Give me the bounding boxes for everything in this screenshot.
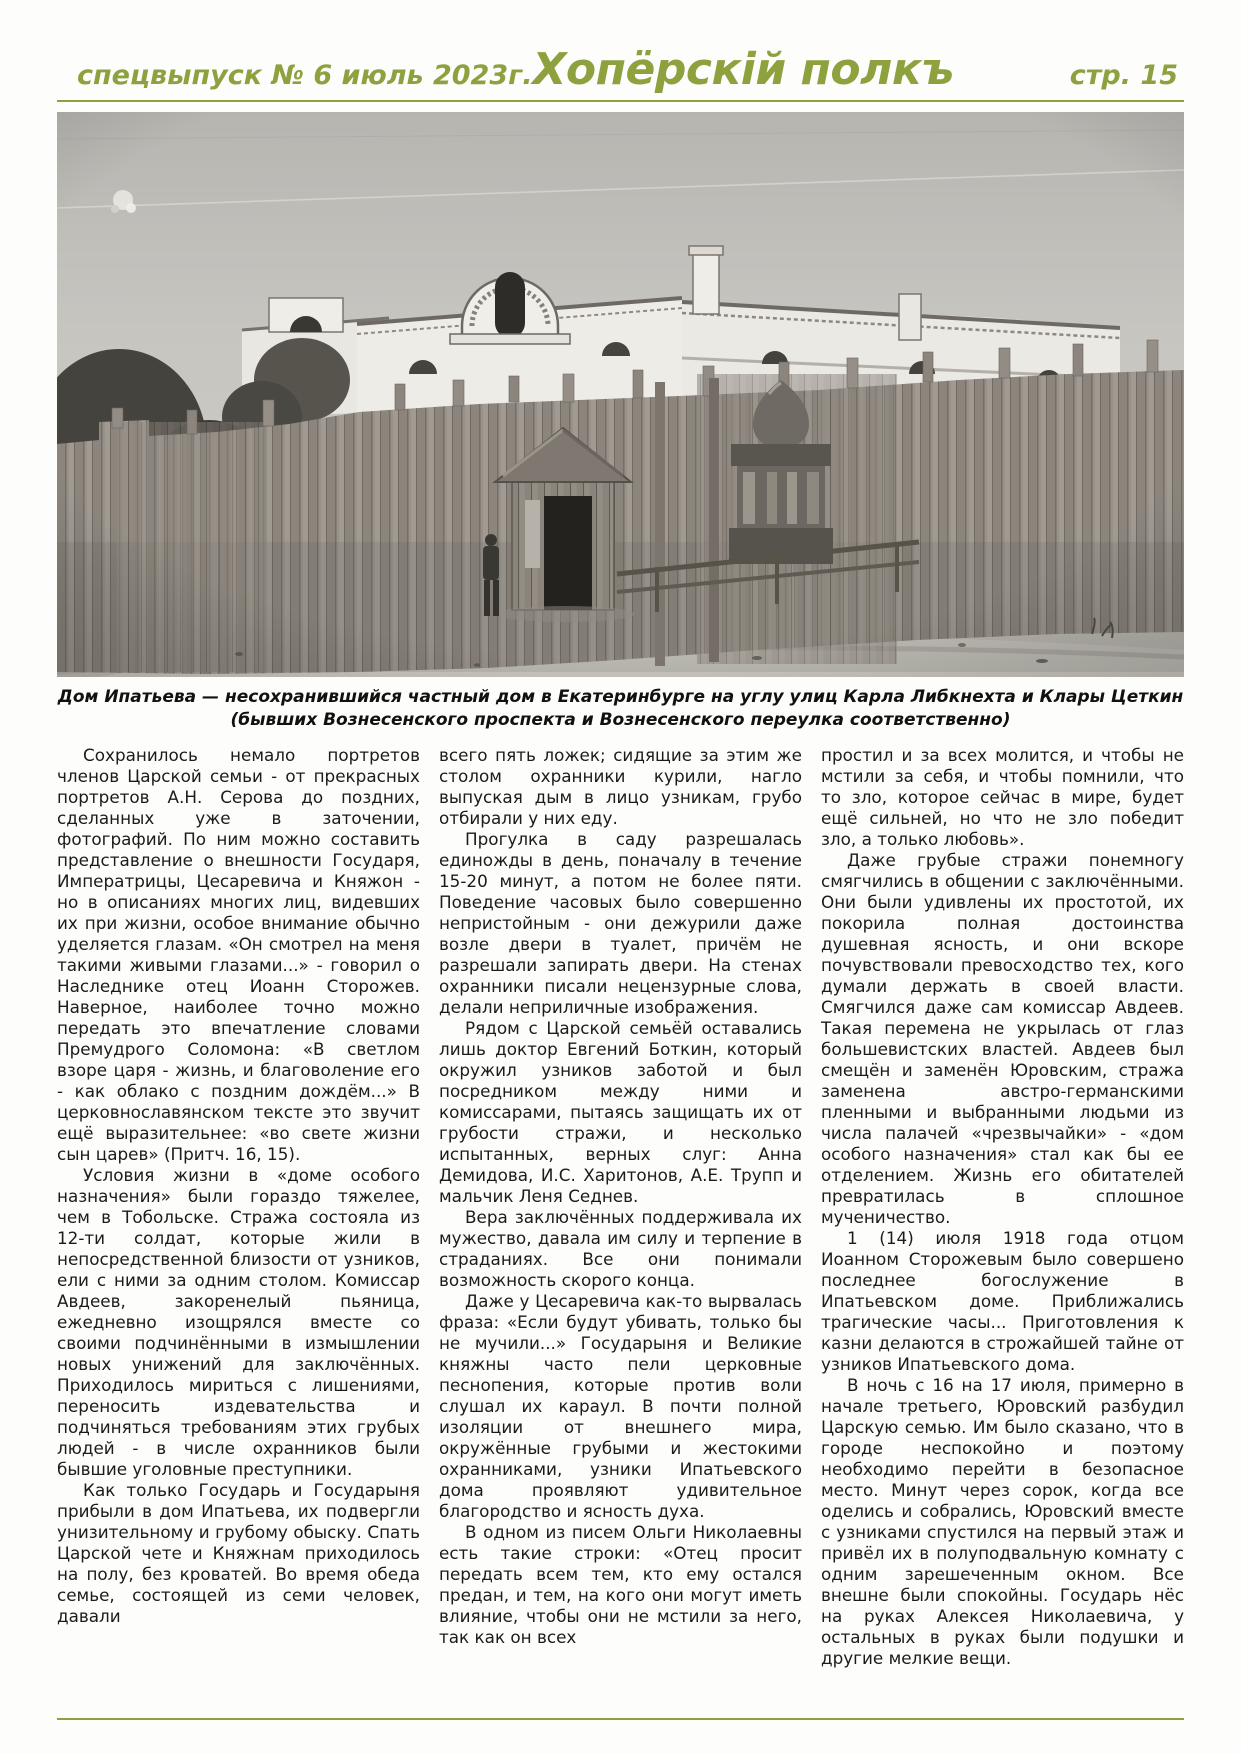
article-paragraph: В ночь с 16 на 17 июля, примерно в начале третьего, Юровский разбудил Царскую семью. Им было сказано, что в городе неспокойно и поэтому необходимо перейти в безопасное место. Минут через сорок, когда все оделись и собрались, Юровский вместе с узниками спустился на первый этаж и привёл их в полуподвальную комнату с одним зарешеченным окном. Все внешне были спокойны. Государь нёс на руках Алексея Николаевича, у остальных в руках были подушки и другие мелкие вещи. (821, 1375, 1184, 1668)
photo-caption-line1: Дом Ипатьева — несохранившийся частный дом в Екатеринбурге на углу улиц Карла Либкнехта и Клары Цеткин (57, 687, 1184, 707)
article-paragraph: простил и за всех молится, и чтобы не мстили за себя, и чтобы помнили, что то зло, которое сейчас в мире, будет ещё сильней, но что не зло победит зло, а только любовь». (821, 745, 1184, 849)
photo-frame (57, 112, 1184, 677)
article-paragraph: 1 (14) июля 1918 года отцом Иоанном Сторожевым было совершено последнее богослужение в Ипатьевском доме. Приближались трагические часы... Приготовления к казни делаются в строжайшей тайне от узников Ипатьевского дома. (821, 1228, 1184, 1374)
article-body (57, 745, 1184, 1703)
ipatiev-house-photo (57, 112, 1184, 677)
photo-caption (57, 686, 1184, 732)
article-paragraph: Даже у Цесаревича как-то вырвалась фраза: «Если будут убивать, только бы не мучили...» Государыня и Великие княжны часто пели церковные песнопения, которые против воли слушал их караул. В почти полной изоляции от внешнего мира, окружённые грубыми и жестокими охранниками, узники Ипатьевского дома проявляют удивительное благородство и ясность духа. (439, 1291, 802, 1521)
article-paragraph: Рядом с Царской семьёй оставались лишь доктор Евгений Боткин, который окружил узников заботой и был посредником между ними и комиссарами, пытаясь защищать их от грубости стражи, и несколько испытанных, верных слуг: Анна Демидова, И.С. Харитонов, А.Е. Трупп и мальчик Леня Седнев. (439, 1018, 802, 1206)
article-paragraph: Сохранилось немало портретов членов Царской семьи - от прекрасных портретов А.Н. Серова до поздних, сделанных уже в заточении, фотографий. По ним можно составить представление о внешности Государя, Императрицы, Цесаревича и Княжон - но в описаниях многих лиц, видевших их при жизни, особое внимание обычно уделяется глазам. «Он смотрел на меня такими живыми глазами...» - говорил о Наследнике отец Иоанн Сторожев. Наверное, наиболее точно можно передать это впечатление словами Премудрого Соломона: «В светлом взоре царя - жизнь, и благоволение его - как облако с поздним дождём...» В церковнославянском тексте это звучит ещё выразительнее: «во свете жизни сын царев» (Притч. 16, 15). (57, 745, 420, 1164)
article-paragraph: В одном из писем Ольги Николаевны есть такие строки: «Отец просит передать всем тем, кто ему остался предан, и тем, на кого они могут иметь влияние, чтобы они не мстили за него, так как он всех (439, 1522, 802, 1647)
article-paragraph: Вера заключённых поддерживала их мужество, давала им силу и терпение в страданиях. Все они понимали возможность скорого конца. (439, 1207, 802, 1290)
article-paragraph: Как только Государь и Государыня прибыли в дом Ипатьева, их подвергли унизительному и грубому обыску. Спать Царской чете и Княжнам приходилось на полу, без кроватей. Во время обеда семье, состоящей из семи человек, давали (57, 1480, 420, 1626)
masthead-divider (57, 100, 1184, 102)
article-paragraph: Прогулка в саду разрешалась единожды в день, поначалу в течение 15-20 минут, а потом не более пяти. Поведение часовых было совершенно непристойным - они дежурили даже возле двери в туалет, причём не разрешали запирать двери. На стенах охранники писали нецензурные слова, делали неприличные изображения. (439, 829, 802, 1017)
issue-label: спецвыпуск № 6 июль 2023г. (77, 60, 533, 91)
article-paragraph: Даже грубые стражи понемногу смягчились в общении с заключёнными. Они были удивлены их простотой, их покорила полная достоинства душевная ясность, и они вскоре почувствовали превосходство тех, кого думали держать в своей власти. Смягчился даже сам комиссар Авдеев. Такая перемена не укрылась от глаз большевистских властей. Авдеев был смещён и заменён Юровским, стража заменена австро-германскими пленными и выбранными людьми из числа палачей «чрезвычайки» - «дом особого назначения» стал как бы ее отделением. Жизнь его обитателей превратилась в сплошное мученичество. (821, 850, 1184, 1227)
page-number: стр. 15 (1069, 60, 1178, 91)
article-paragraph: Условия жизни в «доме особого назначения» были гораздо тяжелее, чем в Тобольске. Стража состояла из 12-ти солдат, которые жили в непосредственной близости от узников, ели с ними за одним столом. Комиссар Авдеев, закоренелый пьяница, ежедневно изощрялся вместе со своими подчинёнными в измышлении новых унижений для заключённых. Приходилось мириться с лишениями, переносить издевательства и подчиняться требованиям этих грубых людей - в числе охранников были бывшие уголовные преступники. (57, 1165, 420, 1479)
article-column-3 (821, 745, 1184, 1703)
newspaper-title: Хопёрскій полкъ (532, 44, 954, 95)
article-column-2 (439, 745, 802, 1703)
article-paragraph: всего пять ложек; сидящие за этим же столом охранники курили, нагло выпуская дым в лицо узникам, грубо отбирали у них еду. (439, 745, 802, 828)
article-column-1 (57, 745, 420, 1703)
masthead (57, 0, 1184, 95)
photo-caption-line2: (бывших Вознесенского проспекта и Вознесенского переулка соответственно) (230, 710, 1011, 730)
photo-vignette (57, 112, 1184, 677)
footer-divider (57, 1718, 1184, 1720)
